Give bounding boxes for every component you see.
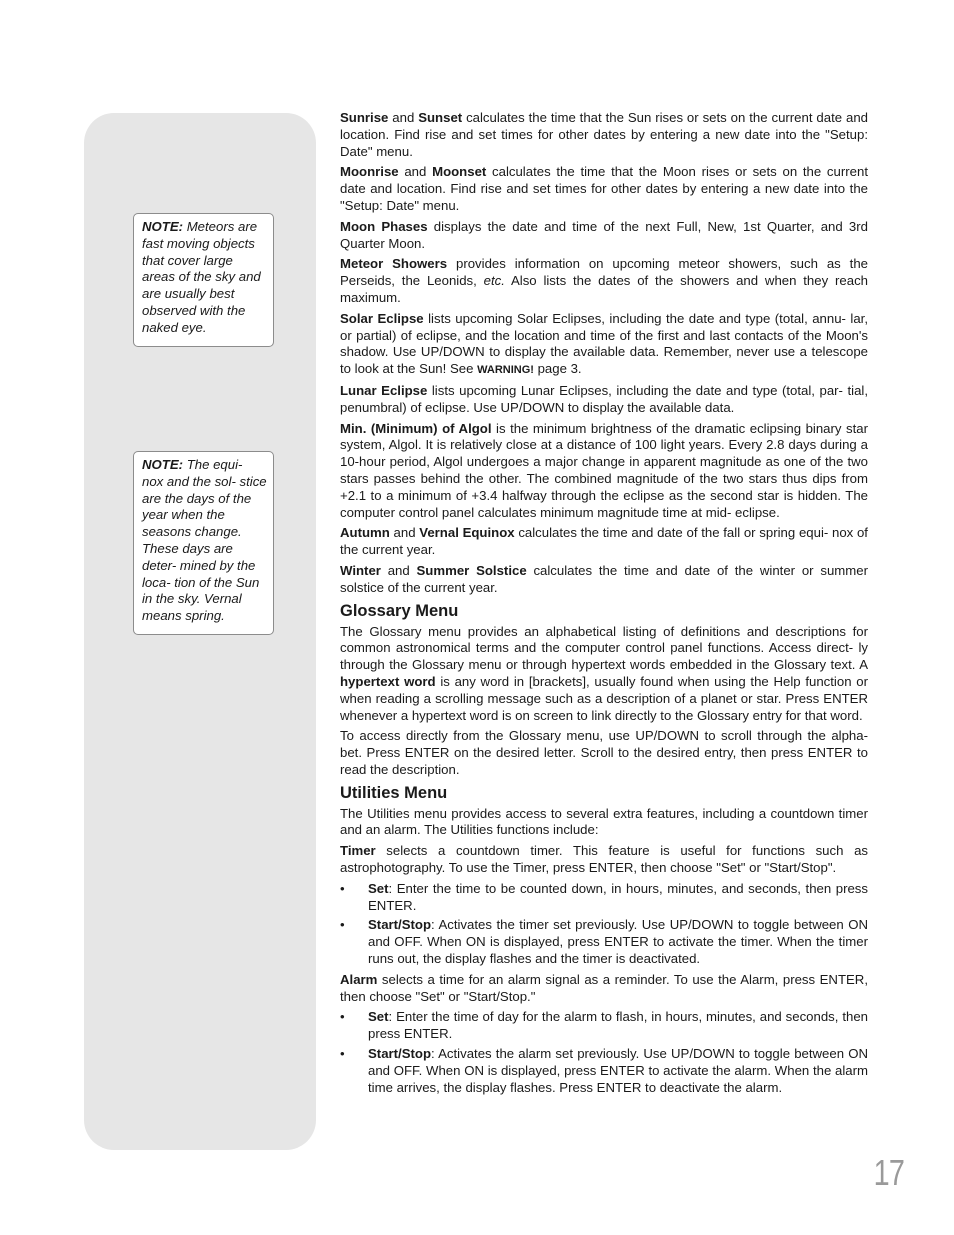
paragraph-solar-eclipse — [340, 311, 868, 379]
list-item — [340, 917, 868, 967]
term: Summer Solstice — [416, 562, 527, 578]
term: Vernal Equinox — [419, 525, 515, 541]
paragraph-glossary-access: To access directly from the Glossary menu, use UP/DOWN to scroll through the alpha- bet. Press ENTER on the desired letter. Scroll to the desired entry, then press ENTER to read the description. — [340, 728, 868, 777]
paragraph-meteor-showers — [340, 256, 868, 306]
text: is any word in [brackets], usually found when using the Help function or when reading a scrolling message such as a description of a planet or star. Press ENTER whenever a hypertext word is on screen to link directly to the Glossary entry for that word. — [340, 673, 868, 723]
bullet-glyph: • — [340, 1009, 345, 1025]
term: Min. (Minimum) of Algol — [340, 420, 492, 436]
term: Set — [368, 1009, 389, 1025]
text: and — [389, 525, 420, 541]
term: Solar Eclipse — [340, 310, 424, 326]
text: lists upcoming Solar Eclipses, including the date and type (total, annu- lar, or partial) of eclipse, and the location and time of the first and last contacts of the Moon's shadow. Use UP/DOWN to display the available data. Remember, never use a telescope to look at the Sun! See — [340, 310, 869, 377]
paragraph-moon-phases — [340, 219, 868, 253]
timer-bullet-list — [340, 881, 868, 968]
text: : Enter the time to be counted down, in hours, minutes, and seconds, then press ENTER. — [368, 880, 868, 913]
list-item — [340, 1009, 868, 1043]
note-label: NOTE: — [142, 219, 184, 234]
term: Winter — [340, 562, 381, 578]
main-text-column — [340, 110, 868, 1100]
text: and — [398, 164, 433, 180]
term: Timer — [340, 843, 376, 859]
paragraph-solstice — [340, 563, 868, 597]
bullet-glyph: • — [340, 1046, 345, 1062]
text: lists upcoming Lunar Eclipses, including the date and type (total, par- tial, penumbral) of eclipse. Use UP/DOWN to display the available data. — [340, 382, 868, 415]
heading-glossary-menu: Glossary Menu — [340, 601, 459, 620]
text: The Glossary menu provides an alphabetical listing of definitions and descriptions for common astronomical terms and the computer control panel functions. Access direct- ly through the Glossary menu or through hypertext words embedded in the Glossary text. A — [340, 623, 868, 673]
term: Sunset — [418, 110, 463, 125]
paragraph-equinox — [340, 525, 868, 559]
text: calculates the time and date of the fall or spring equi- nox of the current year. — [340, 525, 868, 558]
text: : Activates the timer set previously. Use UP/DOWN to toggle between ON and OFF. When ON is displayed, press ENTER to activate the timer. When the timer runs out, the display flashes and the timer is deactivated. — [368, 917, 868, 967]
paragraph-alarm — [340, 972, 868, 1006]
text: displays the date and time of the next Full, New, 1st Quarter, and 3rd Quarter Moon. — [340, 218, 868, 251]
paragraph-moonrise — [340, 164, 868, 214]
term: Moonset — [432, 164, 487, 180]
note-label: NOTE: — [142, 457, 184, 472]
term: Moonrise — [340, 164, 399, 180]
warning-reference: WARNING! — [477, 364, 534, 377]
bullet-glyph: • — [340, 880, 345, 896]
text: selects a countdown timer. This feature is useful for functions such as astrophotography. To use the Timer, press ENTER, then choose "Set" or "Start/Stop". — [340, 843, 868, 876]
paragraph-timer — [340, 843, 868, 877]
text: and — [388, 110, 419, 125]
page-number: 17 — [873, 1152, 904, 1193]
text: selects a time for an alarm signal as a reminder. To use the Alarm, press ENTER, then choose "Set" or "Start/Stop." — [340, 971, 868, 1004]
text: calculates the time that the Moon rises or sets on the current date and location. Find rise and set times for other dates by entering a new date into the "Setup: Date" menu. — [340, 164, 868, 213]
text: calculates the time that the Sun rises or sets on the current date and location. Find rise and set times for other dates by entering a new date into the "Setup: Date" menu. — [340, 110, 868, 159]
text: : Activates the alarm set previously. Use UP/DOWN to toggle between ON and OFF. When ON is displayed, press ENTER to activate the alarm. When the alarm time arrives, the display flashes. Press ENTER to deactivate the alarm. — [368, 1046, 868, 1095]
alarm-bullet-list — [340, 1009, 868, 1096]
term: Meteor Showers — [340, 256, 448, 272]
paragraph-algol — [340, 421, 868, 522]
paragraph-lunar-eclipse — [340, 383, 868, 417]
text: page 3. — [533, 361, 582, 377]
term: Start/Stop — [368, 917, 432, 933]
list-item — [340, 1046, 868, 1096]
paragraph-glossary-intro — [340, 624, 868, 725]
text: and — [380, 562, 417, 578]
note-box-equinox — [133, 451, 274, 635]
text: Also lists the dates of the showers and when they reach maximum. — [340, 273, 868, 305]
paragraph-sunrise — [340, 110, 868, 160]
italic-text: etc. — [483, 273, 505, 289]
term: Moon Phases — [340, 218, 428, 234]
paragraph-utilities-intro: The Utilities menu provides access to several extra features, including a countdown timer and an alarm. The Utilities functions include: — [340, 805, 868, 838]
heading-utilities-menu: Utilities Menu — [340, 783, 448, 802]
term: Sunrise — [340, 110, 389, 125]
note-box-meteors — [133, 213, 274, 347]
text: provides information on upcoming meteor showers, such as the Perseids, the Leonids, — [340, 256, 868, 289]
text: : Enter the time of day for the alarm to flash, in hours, minutes, and seconds, then press ENTER. — [368, 1009, 868, 1042]
bullet-glyph: • — [340, 917, 345, 933]
term: Start/Stop — [368, 1046, 432, 1062]
term: Lunar Eclipse — [340, 382, 428, 398]
term: Alarm — [340, 971, 378, 987]
note-text: The equi- nox and the sol- stice are the days of the year when the seasons change. These days are deter- mined by the loca- tion of the Sun in the sky. Vernal means spring. — [142, 457, 267, 624]
text: calculates the time and date of the winter or summer solstice of the current year. — [340, 562, 868, 595]
term: hypertext word — [340, 673, 436, 689]
term: Autumn — [340, 525, 390, 541]
text: is the minimum brightness of the dramatic eclipsing binary star system, Algol. It is relatively close at a distance of 100 light years. Every 2.8 days during a 10-hour period, Algol undergoes a major change in apparent magnitude as one of the two stars passes behind the other. The combined magnitude of the two stars thus dips from +2.1 to a minimum of +3.4 halfway through the eclipse as the second star is hidden. The computer control panel calculates minimum magnitude time at mid- eclipse. — [340, 420, 868, 520]
list-item — [340, 881, 868, 915]
note-text: Meteors are fast moving objects that cover large areas of the sky and are usually best observed with the naked eye. — [142, 219, 261, 335]
term: Set — [368, 880, 389, 896]
